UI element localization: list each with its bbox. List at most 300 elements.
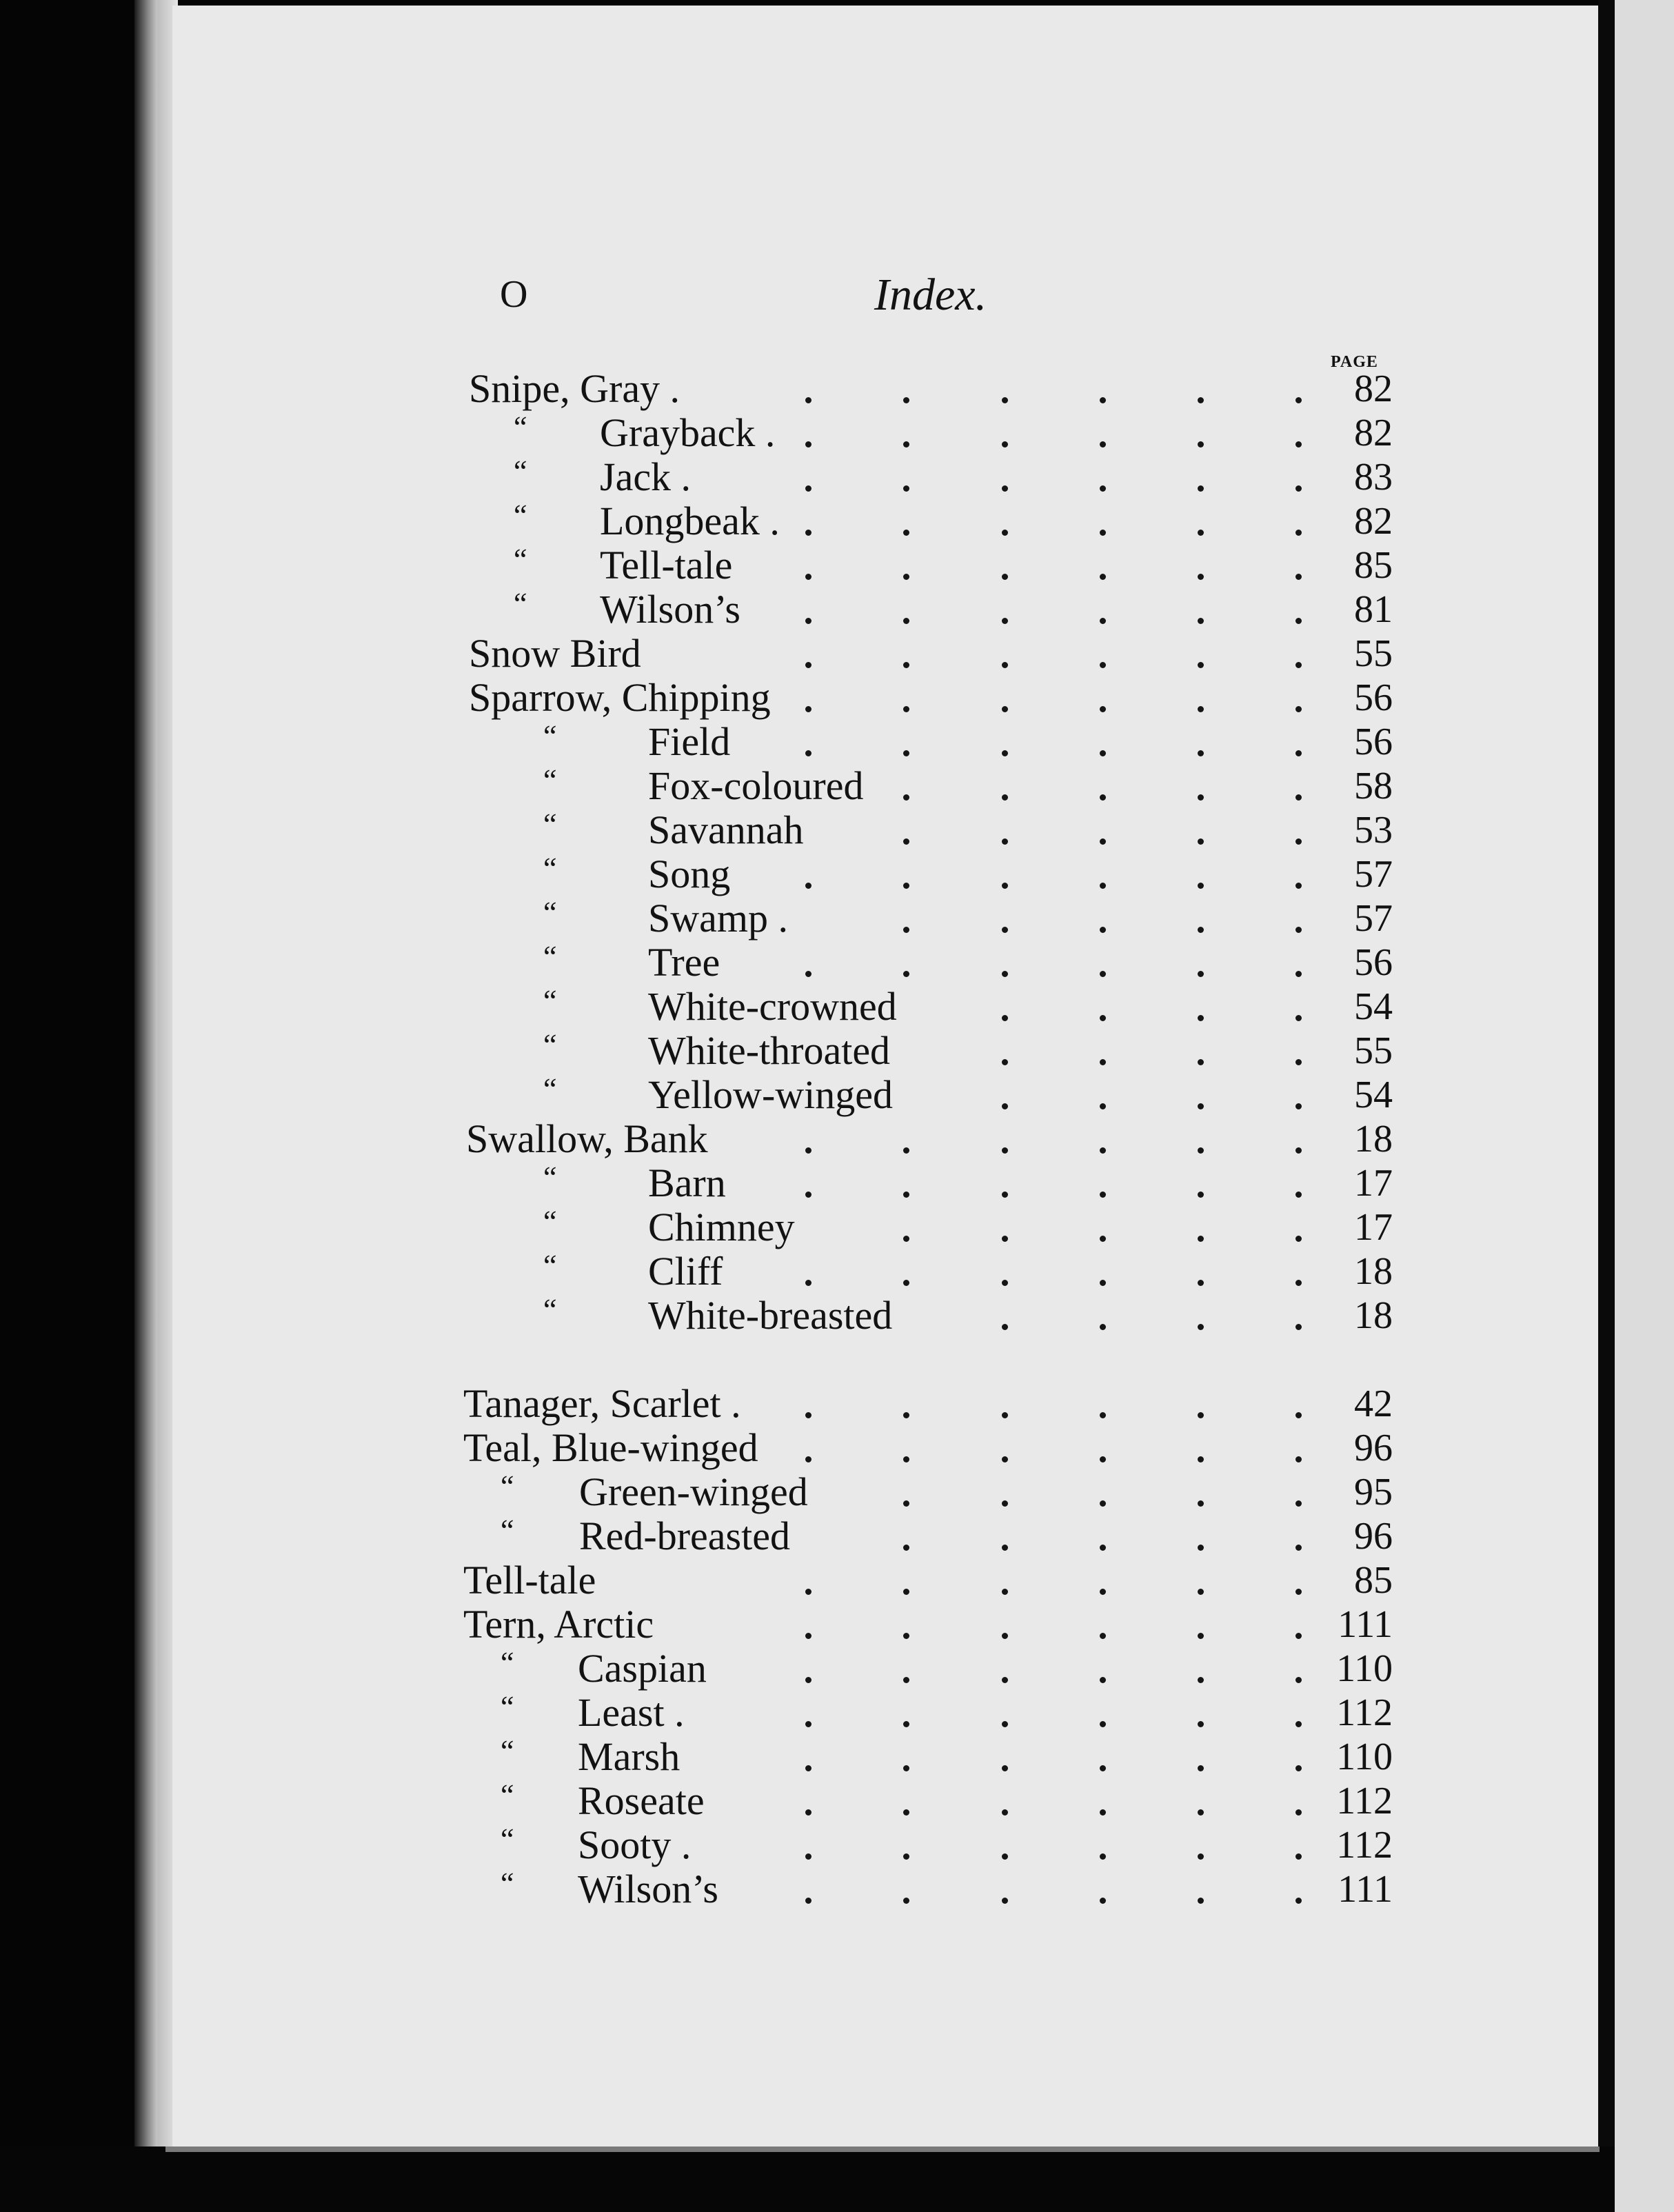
leader-dot bbox=[1198, 1721, 1204, 1727]
leader-dot bbox=[1198, 1324, 1204, 1330]
leader-dot bbox=[1198, 618, 1204, 624]
leader-dot bbox=[1100, 1677, 1106, 1683]
index-heading-term: Tern, Arctic bbox=[463, 1602, 654, 1647]
leader-dot bbox=[1198, 1898, 1204, 1904]
leader-dot bbox=[1100, 1456, 1106, 1462]
leader-dot bbox=[1002, 397, 1008, 403]
page-number: 112 bbox=[1336, 1780, 1393, 1822]
leader-dot bbox=[1002, 1721, 1008, 1727]
leader-dot bbox=[1295, 1059, 1302, 1065]
leader-dot bbox=[1002, 750, 1008, 756]
leader-dot bbox=[1198, 574, 1204, 580]
leader-dot bbox=[1198, 883, 1204, 889]
leader-dot bbox=[805, 574, 811, 580]
ditto-mark: “ bbox=[501, 1469, 514, 1503]
leader-dot bbox=[903, 838, 909, 845]
leader-dot bbox=[1100, 1500, 1106, 1507]
page-number: 18 bbox=[1354, 1250, 1393, 1293]
index-entry bbox=[0, 411, 1674, 455]
page-number: 96 bbox=[1354, 1515, 1393, 1558]
index-subentry: Longbeak . bbox=[600, 499, 780, 543]
leader-dot bbox=[903, 1809, 909, 1816]
ditto-mark: “ bbox=[543, 1028, 557, 1062]
leader-dot bbox=[805, 1633, 811, 1639]
leader-dot bbox=[1295, 927, 1302, 933]
leader-dot bbox=[903, 1280, 909, 1286]
page-number: 111 bbox=[1338, 1603, 1393, 1646]
page-number: 55 bbox=[1354, 632, 1393, 675]
leader-dot bbox=[903, 1853, 909, 1860]
page-number: 82 bbox=[1354, 368, 1393, 410]
index-entry bbox=[0, 808, 1674, 852]
leader-dot bbox=[1100, 838, 1106, 845]
leader-dot bbox=[1295, 397, 1302, 403]
leader-dot bbox=[903, 1545, 909, 1551]
page-number: 18 bbox=[1354, 1294, 1393, 1337]
index-entry bbox=[0, 1558, 1674, 1602]
index-entry bbox=[0, 367, 1674, 411]
leader-dot bbox=[1295, 750, 1302, 756]
index-entry bbox=[0, 1117, 1674, 1161]
index-heading-term: Teal, Blue-winged bbox=[463, 1425, 758, 1470]
leader-dot bbox=[1198, 1147, 1204, 1154]
index-entry bbox=[0, 1073, 1674, 1117]
index-entry bbox=[0, 1426, 1674, 1470]
leader-dot bbox=[1198, 1677, 1204, 1683]
leader-dot bbox=[1100, 1545, 1106, 1551]
leader-dot bbox=[1002, 1192, 1008, 1198]
leader-dot bbox=[1198, 1280, 1204, 1286]
leader-dot bbox=[1295, 1192, 1302, 1198]
leader-dot bbox=[1295, 662, 1302, 668]
index-entry bbox=[0, 852, 1674, 896]
index-entry bbox=[0, 1470, 1674, 1514]
index-entry bbox=[0, 1205, 1674, 1249]
index-entry bbox=[0, 1249, 1674, 1294]
leader-dot bbox=[1002, 1412, 1008, 1418]
leader-dot bbox=[903, 1500, 909, 1507]
leader-dot bbox=[1295, 1456, 1302, 1462]
folio-number: O bbox=[500, 273, 528, 316]
leader-dot bbox=[903, 1456, 909, 1462]
leader-dot bbox=[1295, 883, 1302, 889]
leader-dot bbox=[1198, 971, 1204, 977]
leader-dot bbox=[1198, 662, 1204, 668]
leader-dot bbox=[1295, 794, 1302, 801]
page-number: 55 bbox=[1354, 1029, 1393, 1072]
index-subentry: Swamp . bbox=[648, 896, 788, 941]
leader-dot bbox=[1002, 1765, 1008, 1771]
leader-dot bbox=[903, 927, 909, 933]
leader-dot bbox=[1002, 1236, 1008, 1242]
page-number: 56 bbox=[1354, 721, 1393, 763]
leader-dot bbox=[1295, 1677, 1302, 1683]
leader-dot bbox=[805, 883, 811, 889]
leader-dot bbox=[903, 971, 909, 977]
page-number: 85 bbox=[1354, 544, 1393, 587]
leader-dot bbox=[1198, 1412, 1204, 1418]
leader-dot bbox=[903, 1765, 909, 1771]
index-entry bbox=[0, 1647, 1674, 1691]
index-subentry: Green-winged bbox=[579, 1469, 808, 1514]
leader-dot bbox=[903, 1192, 909, 1198]
index-entry bbox=[0, 941, 1674, 985]
page-number: 111 bbox=[1338, 1868, 1393, 1911]
leader-dot bbox=[1295, 1545, 1302, 1551]
page-number: 96 bbox=[1354, 1427, 1393, 1469]
page-number: 17 bbox=[1354, 1206, 1393, 1249]
ditto-mark: “ bbox=[501, 1822, 514, 1856]
leader-dot bbox=[903, 1898, 909, 1904]
ditto-mark: “ bbox=[543, 1249, 557, 1283]
leader-dot bbox=[1198, 441, 1204, 448]
leader-dot bbox=[1100, 662, 1106, 668]
index-heading-term: Tanager, Scarlet . bbox=[463, 1381, 741, 1426]
leader-dot bbox=[1198, 1456, 1204, 1462]
leader-dot bbox=[903, 574, 909, 580]
leader-dot bbox=[1002, 530, 1008, 536]
ditto-mark: “ bbox=[501, 1867, 514, 1900]
leader-dot bbox=[1002, 1677, 1008, 1683]
index-entry bbox=[0, 720, 1674, 764]
index-entry bbox=[0, 1779, 1674, 1823]
leader-dot bbox=[1198, 838, 1204, 845]
page-number: 58 bbox=[1354, 765, 1393, 807]
ditto-mark: “ bbox=[543, 1205, 557, 1238]
leader-dot bbox=[1002, 441, 1008, 448]
ditto-mark: “ bbox=[543, 1160, 557, 1194]
leader-dot bbox=[1198, 1015, 1204, 1021]
index-entry bbox=[0, 455, 1674, 499]
index-heading-term: Tell-tale bbox=[463, 1558, 596, 1602]
index-subentry: Chimney bbox=[648, 1205, 795, 1249]
leader-dot bbox=[1198, 1500, 1204, 1507]
leader-dot bbox=[1100, 883, 1106, 889]
leader-dot bbox=[903, 1589, 909, 1595]
page-column-heading: PAGE bbox=[1331, 353, 1378, 371]
leader-dot bbox=[1198, 1545, 1204, 1551]
leader-dot bbox=[805, 1147, 811, 1154]
leader-dot bbox=[1295, 1809, 1302, 1816]
leader-dot bbox=[805, 618, 811, 624]
index-entry bbox=[0, 1382, 1674, 1426]
page-number: 112 bbox=[1336, 1691, 1393, 1734]
ditto-mark: “ bbox=[543, 896, 557, 929]
leader-dot bbox=[1198, 706, 1204, 712]
leader-dot bbox=[903, 1721, 909, 1727]
leader-dot bbox=[1100, 1809, 1106, 1816]
leader-dot bbox=[1100, 1765, 1106, 1771]
leader-dot bbox=[1100, 397, 1106, 403]
index-entry bbox=[0, 764, 1674, 808]
leader-dot bbox=[1295, 1500, 1302, 1507]
leader-dot bbox=[1198, 485, 1204, 492]
leader-dot bbox=[1100, 971, 1106, 977]
page-number: 110 bbox=[1336, 1736, 1393, 1778]
leader-dot bbox=[1100, 1103, 1106, 1109]
index-subentry: Cliff bbox=[648, 1249, 723, 1294]
index-heading-term: Sparrow, Chipping bbox=[469, 675, 771, 720]
leader-dot bbox=[805, 485, 811, 492]
index-heading-term: Snipe, Gray . bbox=[469, 366, 680, 411]
leader-dot bbox=[1100, 1412, 1106, 1418]
index-entry bbox=[0, 676, 1674, 720]
leader-dot bbox=[1100, 927, 1106, 933]
page-number: 112 bbox=[1336, 1824, 1393, 1867]
page-number: 54 bbox=[1354, 985, 1393, 1028]
leader-dot bbox=[805, 1853, 811, 1860]
index-entry bbox=[0, 499, 1674, 543]
index-heading-term: Swallow, Bank bbox=[466, 1116, 708, 1161]
leader-dot bbox=[1198, 1103, 1204, 1109]
leader-dot bbox=[1198, 750, 1204, 756]
index-subentry: Least . bbox=[578, 1690, 685, 1735]
leader-dot bbox=[903, 397, 909, 403]
page-number: 82 bbox=[1354, 500, 1393, 543]
index-subentry: White-throated bbox=[648, 1028, 891, 1073]
leader-dot bbox=[805, 1765, 811, 1771]
leader-dot bbox=[805, 1456, 811, 1462]
leader-dot bbox=[903, 1147, 909, 1154]
index-subentry: White-crowned bbox=[648, 984, 897, 1029]
leader-dot bbox=[903, 706, 909, 712]
leader-dot bbox=[1100, 1853, 1106, 1860]
leader-dot bbox=[1295, 530, 1302, 536]
index-entry bbox=[0, 985, 1674, 1029]
leader-dot bbox=[805, 441, 811, 448]
leader-dot bbox=[1198, 1192, 1204, 1198]
ditto-mark: “ bbox=[514, 499, 527, 532]
ditto-mark: “ bbox=[501, 1778, 514, 1812]
leader-dot bbox=[1002, 1015, 1008, 1021]
ditto-mark: “ bbox=[501, 1734, 514, 1768]
leader-dot bbox=[805, 971, 811, 977]
leader-dot bbox=[805, 1898, 811, 1904]
leader-dot bbox=[903, 441, 909, 448]
page-number: 85 bbox=[1354, 1559, 1393, 1602]
leader-dot bbox=[1198, 1059, 1204, 1065]
leader-dot bbox=[1198, 1633, 1204, 1639]
page-number: 53 bbox=[1354, 809, 1393, 852]
leader-dot bbox=[903, 618, 909, 624]
ditto-mark: “ bbox=[543, 1293, 557, 1327]
leader-dot bbox=[1295, 485, 1302, 492]
leader-dot bbox=[1100, 530, 1106, 536]
index-subentry: Caspian bbox=[578, 1646, 707, 1691]
scan-background bbox=[0, 2146, 1615, 2212]
leader-dot bbox=[1295, 441, 1302, 448]
ditto-mark: “ bbox=[543, 763, 557, 797]
leader-dot bbox=[1295, 1236, 1302, 1242]
leader-dot bbox=[1100, 574, 1106, 580]
leader-dot bbox=[1295, 1765, 1302, 1771]
index-subentry: White-breasted bbox=[648, 1293, 893, 1338]
leader-dot bbox=[1295, 1412, 1302, 1418]
ditto-mark: “ bbox=[543, 807, 557, 841]
leader-dot bbox=[1002, 1324, 1008, 1330]
index-subentry: Field bbox=[648, 719, 731, 764]
ditto-mark: “ bbox=[501, 1690, 514, 1724]
leader-dot bbox=[805, 706, 811, 712]
running-head: Index. bbox=[874, 270, 987, 320]
leader-dot bbox=[1002, 1589, 1008, 1595]
index-subentry: Roseate bbox=[578, 1778, 705, 1823]
leader-dot bbox=[1295, 618, 1302, 624]
leader-dot bbox=[903, 1412, 909, 1418]
index-subentry: Tell-tale bbox=[600, 543, 733, 587]
index-entry bbox=[0, 543, 1674, 587]
leader-dot bbox=[1002, 1059, 1008, 1065]
leader-dot bbox=[1295, 1898, 1302, 1904]
leader-dot bbox=[1002, 1500, 1008, 1507]
leader-dot bbox=[1100, 1147, 1106, 1154]
page-number: 56 bbox=[1354, 941, 1393, 984]
page-number: 82 bbox=[1354, 412, 1393, 454]
page-number: 110 bbox=[1336, 1647, 1393, 1690]
index-entry bbox=[0, 1294, 1674, 1338]
leader-dot bbox=[805, 662, 811, 668]
leader-dot bbox=[1100, 1721, 1106, 1727]
index-entry bbox=[0, 1691, 1674, 1735]
leader-dot bbox=[903, 883, 909, 889]
index-entry bbox=[0, 1867, 1674, 1911]
ditto-mark: “ bbox=[501, 1514, 514, 1547]
leader-dot bbox=[1295, 838, 1302, 845]
page-number: 81 bbox=[1354, 588, 1393, 631]
leader-dot bbox=[1295, 574, 1302, 580]
leader-dot bbox=[1002, 1898, 1008, 1904]
index-subentry: Fox-coloured bbox=[648, 763, 864, 808]
leader-dot bbox=[1295, 1103, 1302, 1109]
index-subentry: Tree bbox=[648, 940, 720, 985]
ditto-mark: “ bbox=[514, 543, 527, 576]
leader-dot bbox=[1100, 618, 1106, 624]
leader-dot bbox=[1002, 838, 1008, 845]
leader-dot bbox=[1295, 1015, 1302, 1021]
ditto-mark: “ bbox=[514, 587, 527, 621]
page-number: 54 bbox=[1354, 1074, 1393, 1116]
leader-dot bbox=[1100, 1059, 1106, 1065]
ditto-mark: “ bbox=[543, 940, 557, 974]
index-subentry: Red-breasted bbox=[579, 1514, 790, 1558]
leader-dot bbox=[903, 794, 909, 801]
page-number: 18 bbox=[1354, 1118, 1393, 1160]
index-entry bbox=[0, 632, 1674, 676]
leader-dot bbox=[1002, 1147, 1008, 1154]
page-number: 42 bbox=[1354, 1382, 1393, 1425]
leader-dot bbox=[805, 1677, 811, 1683]
leader-dot bbox=[1002, 485, 1008, 492]
leader-dot bbox=[1100, 1633, 1106, 1639]
index-entry bbox=[0, 1735, 1674, 1779]
leader-dot bbox=[1100, 1192, 1106, 1198]
index-subentry: Yellow-winged bbox=[648, 1072, 893, 1117]
leader-dot bbox=[1198, 794, 1204, 801]
leader-dot bbox=[1295, 1853, 1302, 1860]
leader-dot bbox=[1100, 1236, 1106, 1242]
leader-dot bbox=[1002, 574, 1008, 580]
index-heading-term: Snow Bird bbox=[469, 631, 641, 676]
leader-dot bbox=[1198, 927, 1204, 933]
leader-dot bbox=[805, 1809, 811, 1816]
leader-dot bbox=[1295, 1147, 1302, 1154]
page-bottom-edge bbox=[165, 2146, 1600, 2152]
leader-dot bbox=[1198, 1765, 1204, 1771]
ditto-mark: “ bbox=[543, 852, 557, 885]
ditto-mark: “ bbox=[514, 410, 527, 444]
leader-dot bbox=[1002, 1103, 1008, 1109]
leader-dot bbox=[1002, 1545, 1008, 1551]
index-subentry: Barn bbox=[648, 1160, 726, 1205]
leader-dot bbox=[805, 1412, 811, 1418]
leader-dot bbox=[903, 485, 909, 492]
page-number: 57 bbox=[1354, 897, 1393, 940]
leader-dot bbox=[1100, 706, 1106, 712]
index-subentry: Sooty . bbox=[578, 1822, 692, 1867]
leader-dot bbox=[1002, 971, 1008, 977]
index-entry bbox=[0, 1602, 1674, 1647]
leader-dot bbox=[805, 1721, 811, 1727]
leader-dot bbox=[1002, 927, 1008, 933]
leader-dot bbox=[1198, 530, 1204, 536]
leader-dot bbox=[1198, 1809, 1204, 1816]
leader-dot bbox=[903, 1236, 909, 1242]
leader-dot bbox=[1198, 1236, 1204, 1242]
leader-dot bbox=[1002, 1280, 1008, 1286]
leader-dot bbox=[1100, 485, 1106, 492]
index-entry bbox=[0, 587, 1674, 632]
leader-dot bbox=[1295, 706, 1302, 712]
leader-dot bbox=[1002, 706, 1008, 712]
leader-dot bbox=[1295, 1589, 1302, 1595]
leader-dot bbox=[1100, 1898, 1106, 1904]
leader-dot bbox=[805, 1589, 811, 1595]
leader-dot bbox=[1002, 1456, 1008, 1462]
leader-dot bbox=[1002, 618, 1008, 624]
leader-dot bbox=[1002, 883, 1008, 889]
leader-dot bbox=[1100, 794, 1106, 801]
page-number: 95 bbox=[1354, 1471, 1393, 1514]
leader-dot bbox=[1295, 1633, 1302, 1639]
leader-dot bbox=[1100, 1280, 1106, 1286]
leader-dot bbox=[1295, 1280, 1302, 1286]
ditto-mark: “ bbox=[514, 454, 527, 488]
leader-dot bbox=[1100, 441, 1106, 448]
index-subentry: Grayback . bbox=[600, 410, 776, 455]
page-number: 57 bbox=[1354, 853, 1393, 896]
ditto-mark: “ bbox=[543, 984, 557, 1018]
leader-dot bbox=[805, 397, 811, 403]
page-number: 17 bbox=[1354, 1162, 1393, 1205]
leader-dot bbox=[1295, 971, 1302, 977]
leader-dot bbox=[1002, 1853, 1008, 1860]
leader-dot bbox=[903, 750, 909, 756]
leader-dot bbox=[1100, 750, 1106, 756]
index-subentry: Savannah bbox=[648, 807, 804, 852]
leader-dot bbox=[1198, 1589, 1204, 1595]
ditto-mark: “ bbox=[501, 1646, 514, 1680]
ditto-mark: “ bbox=[543, 719, 557, 753]
leader-dot bbox=[903, 662, 909, 668]
leader-dot bbox=[1295, 1721, 1302, 1727]
ditto-mark: “ bbox=[543, 1072, 557, 1106]
index-entry bbox=[0, 1161, 1674, 1205]
leader-dot bbox=[1002, 794, 1008, 801]
leader-dot bbox=[1002, 662, 1008, 668]
leader-dot bbox=[1100, 1589, 1106, 1595]
index-subentry: Jack . bbox=[600, 454, 692, 499]
index-entry bbox=[0, 1029, 1674, 1073]
